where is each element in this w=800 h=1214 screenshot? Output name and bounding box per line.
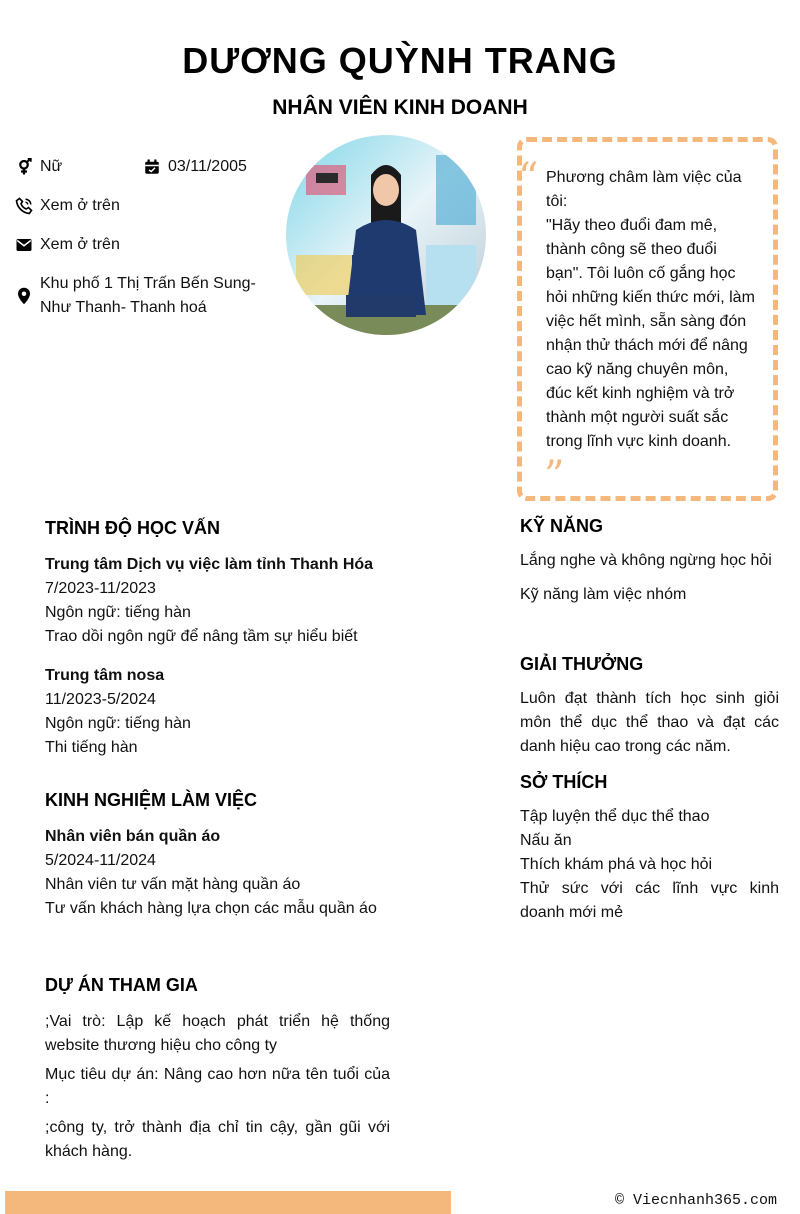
address-row [14, 272, 264, 320]
experience-time: 5/2024-11/2024 [45, 852, 156, 869]
skills-title: KỸ NĂNG [520, 516, 604, 536]
experience-role: Nhân viên bán quần áo [45, 828, 221, 845]
projects-title: DỰ ÁN THAM GIA [45, 975, 198, 995]
project-line: Mục tiêu dự án: Nâng cao hơn nữa tên tuổi của : [45, 1066, 390, 1107]
hobby-item: Thử sức với các lĩnh vực kinh doanh mới mẻ [520, 880, 779, 921]
education-item [45, 664, 390, 760]
close-quote-icon: ” [544, 453, 565, 499]
skill-item: Lắng nghe và không ngừng học hỏi [520, 552, 772, 569]
project-line: ;công ty, trở thành địa chỉ tin cậy, gần gũi với khách hàng. [45, 1119, 390, 1160]
address-value: Khu phố 1 Thị Trấn Bến Sung- Như Thanh- Thanh hoá [40, 275, 256, 316]
skill-item: Kỹ năng làm việc nhóm [520, 586, 687, 603]
birthday-value: 03/11/2005 [168, 158, 247, 175]
footer-accent-bar [5, 1191, 451, 1214]
experience-item [45, 825, 390, 921]
education-desc: Trao dồi ngôn ngữ để nâng tầm sự hiểu biết [45, 628, 358, 645]
location-pin-icon [14, 272, 34, 320]
projects-list [45, 1010, 390, 1164]
job-position: NHÂN VIÊN KINH DOANH [272, 96, 528, 119]
education-desc: Thi tiếng hàn [45, 739, 138, 756]
hobby-item: Thích khám phá và học hỏi [520, 856, 713, 873]
education-major: Ngôn ngữ: tiếng hàn [45, 604, 191, 621]
education-school: Trung tâm Dịch vụ việc làm tỉnh Thanh Hóa [45, 556, 374, 573]
gender-icon [14, 155, 34, 179]
education-item [45, 553, 390, 649]
quote-intro: Phương châm làm việc của tôi: [546, 169, 742, 210]
project-line: ;Vai trò: Lập kế hoạch phát triển hệ thống website thương hiệu cho công ty [45, 1013, 390, 1054]
hobby-item: Nấu ăn [520, 832, 572, 849]
hobby-item: Tập luyện thể dục thể thao [520, 808, 710, 825]
quote-body: "Hãy theo đuổi đam mê, thành công sẽ theo đuổi bạn". Tôi luôn cố gắng học hỏi những kiến thức mới, làm việc hết mình, sẵn sàng đón nhận thử thách mới để nâng cao kỹ năng chuyên môn, đúc kết kinh nghiệm và trở thành một người suất sắc trong lĩnh vực kinh doanh. [546, 217, 755, 450]
candidate-name: DƯƠNG QUỲNH TRANG [182, 40, 618, 81]
phone-row [14, 194, 120, 218]
envelope-icon [14, 233, 34, 257]
gender-value: Nữ [40, 158, 63, 175]
profile-photo [286, 135, 486, 335]
birthday-row [142, 155, 247, 179]
email-value: Xem ở trên [40, 236, 120, 253]
education-title: TRÌNH ĐỘ HỌC VẤN [45, 518, 220, 538]
experience-line: Nhân viên tư vấn mặt hàng quần áo [45, 876, 301, 893]
education-major: Ngôn ngữ: tiếng hàn [45, 715, 191, 732]
phone-icon [14, 194, 34, 218]
experience-line: Tư vấn khách hàng lựa chọn các mẫu quần áo [45, 900, 377, 917]
experience-title: KINH NGHIỆM LÀM VIỆC [45, 790, 258, 810]
skills-list [520, 549, 779, 607]
copyright-text: © Viecnhanh365.com [615, 1192, 778, 1209]
hobbies-title: SỞ THÍCH [520, 772, 608, 792]
email-row [14, 233, 120, 257]
education-school: Trung tâm nosa [45, 667, 165, 684]
education-time: 7/2023-11/2023 [45, 580, 156, 597]
gender-row [14, 155, 62, 179]
awards-text: Luôn đạt thành tích học sinh giỏi môn thể dục thể thao và đạt các danh hiệu cao trong các năm. [520, 690, 779, 755]
phone-value: Xem ở trên [40, 197, 120, 214]
open-quote-icon: “ [518, 155, 539, 201]
calendar-icon [142, 155, 162, 179]
quote-text [546, 166, 756, 454]
hobbies-list [520, 805, 779, 925]
education-time: 11/2023-5/2024 [45, 691, 156, 708]
awards-title: GIẢI THƯỞNG [520, 654, 644, 674]
